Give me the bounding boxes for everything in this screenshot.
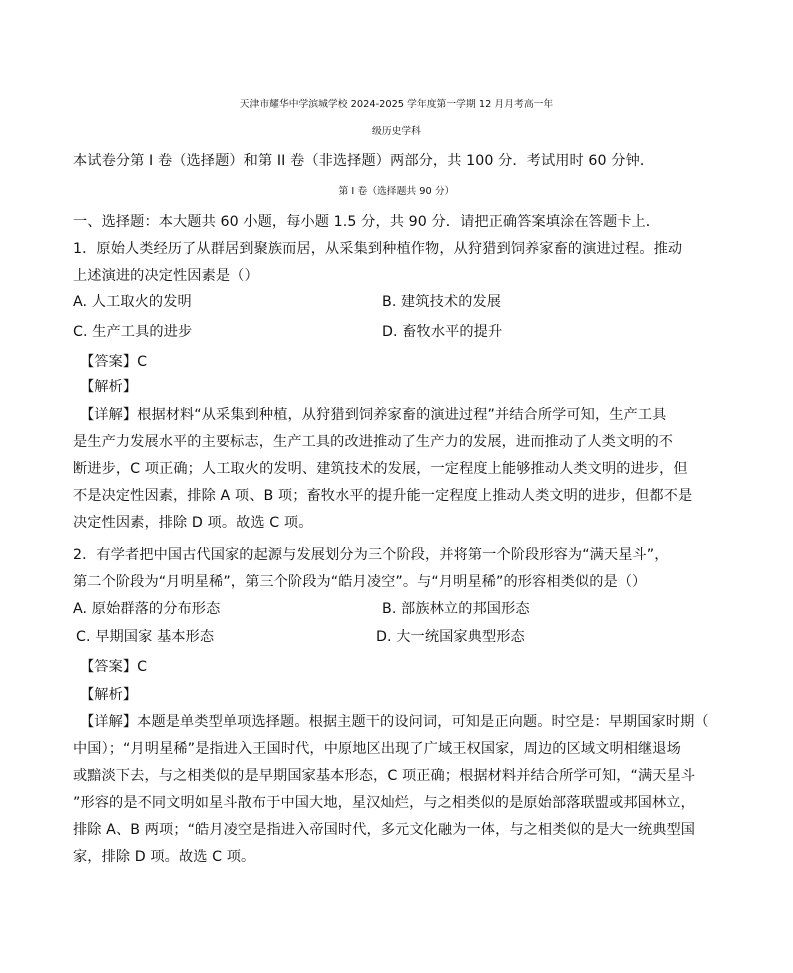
q1-detail-line: 是生产力发展水平的主要标志，生产工具的改进推动了生产力的发展，进而推动了人类文明的不 (73, 434, 674, 450)
q2-analysis-label: 【解析】 (80, 687, 138, 703)
q2-detail-line: 排除 A、B 两项；“皓月凌空是指进入帝国时代，多元文化融为一体，与之相类似的是大一统典型国 (73, 822, 696, 838)
exam-intro: 本试卷分第 I 卷（选择题）和第 II 卷（非选择题）两部分，共 100 分．考试用时 60 分钟． (73, 153, 655, 169)
q2-option-c: C. 早期国家 基本形态 (76, 629, 215, 645)
q1-detail-line: 【详解】根据材料“从采集到种植，从狩猎到饲养家畜的演进过程”并结合所学可知，生产工具 (80, 407, 667, 423)
q2-detail-line: 或黯淡下去，与之相类似的是早期国家基本形态，C 项正确；根据材料并结合所学可知，“满天星斗 (73, 768, 696, 784)
q1-option-a: A. 人工取火的发明 (73, 294, 192, 310)
q2-stem-line1: 2．有学者把中国古代国家的起源与发展划分为三个阶段，并将第一个阶段形容为“满天星斗”， (73, 547, 669, 563)
q2-detail-line: 【详解】本题是单类型单项选择题。根据主题干的设问词，可知是正向题。时空是：早期国家时期（ (80, 714, 709, 730)
section-instructions: 一、选择题：本大题共 60 小题，每小题 1.5 分，共 90 分．请把正确答案填涂在答题卡上． (73, 214, 661, 230)
q1-option-d: D. 畜牧水平的提升 (382, 324, 503, 340)
q1-answer: 【答案】C (80, 354, 148, 370)
q1-analysis-label: 【解析】 (80, 379, 138, 395)
document-title-line2: 级历史学科 (372, 126, 421, 137)
q2-option-a: A. 原始群落的分布形态 (73, 601, 221, 617)
q1-detail-line: 决定性因素，排除 D 项。故选 C 项。 (73, 515, 313, 531)
section-title: 第 I 卷（选择题共 90 分） (338, 186, 455, 197)
document-title-line1: 天津市耀华中学滨城学校 2024-2025 学年度第一学期 12 月月考高一年 (239, 99, 554, 110)
q1-option-b: B. 建筑技术的发展 (382, 294, 502, 310)
q1-stem-line1: 1．原始人类经历了从群居到聚族而居，从采集到种植作物，从狩猎到饲养家畜的演进过程。推动 (73, 241, 683, 257)
q1-option-c: C. 生产工具的进步 (73, 324, 193, 340)
q2-option-b: B. 部族林立的邦国形态 (382, 601, 530, 617)
q1-detail-line: 不是决定性因素，排除 A 项、B 项；畜牧水平的提升能一定程度上推动人类文明的进步，但都不是 (73, 488, 693, 504)
q2-stem-line2: 第二个阶段为“月明星稀”，第三个阶段为“皓月凌空”。与“月明星稀”的形容相类似的是（） (73, 574, 647, 590)
q2-detail-line: 中国）；“月明星稀”是指进入王国时代，中原地区出现了广域王权国家，周边的区域文明相继退场 (73, 741, 681, 757)
q2-option-d: D. 大一统国家典型形态 (376, 629, 525, 645)
q1-detail-line: 断进步，C 项正确；人工取火的发明、建筑技术的发展，一定程度上能够推动人类文明的进步，但 (73, 461, 688, 477)
q1-stem-line2: 上述演进的决定性因素是（） (73, 268, 259, 284)
q2-answer: 【答案】C (80, 659, 148, 675)
q2-detail-line: ”形容的是不同文明如星斗散布于中国大地，星汉灿烂，与之相类似的是原始部落联盟或邦国林立， (73, 795, 695, 811)
q2-detail-line: 家，排除 D 项。故选 C 项。 (73, 849, 256, 865)
